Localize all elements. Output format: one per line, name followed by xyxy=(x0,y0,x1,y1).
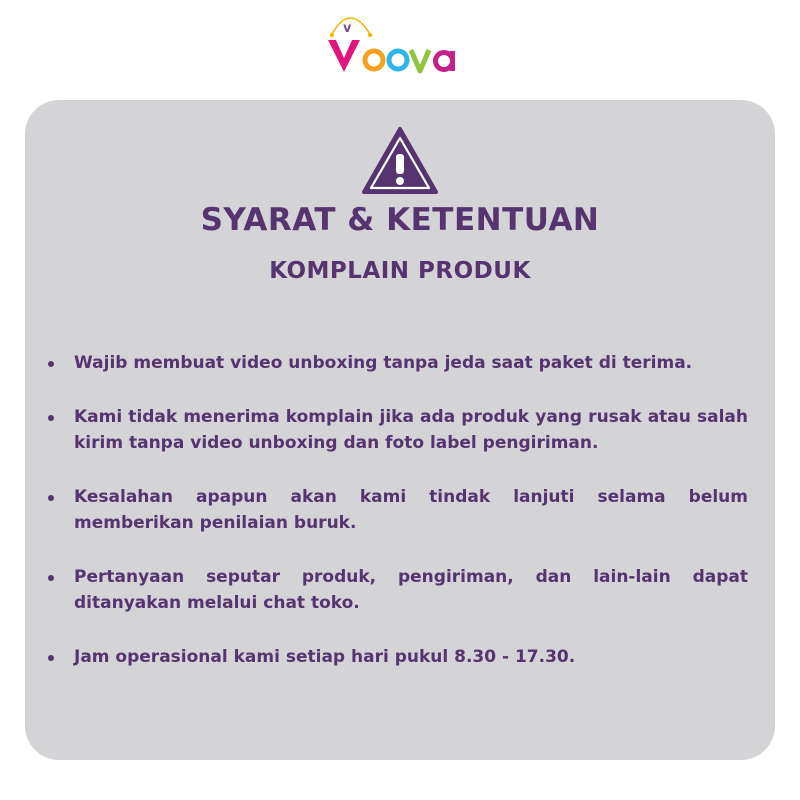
rules-list xyxy=(74,350,748,698)
rule-text: Kesalahan apapun akan kami tindak lanjuti selama belum memberikan penilaian buruk. xyxy=(74,487,748,533)
rule-item xyxy=(74,350,748,376)
bullet-icon xyxy=(48,575,54,581)
page-subtitle: KOMPLAIN PRODUK xyxy=(269,258,531,284)
bullet-icon xyxy=(48,655,54,661)
rule-text: Wajib membuat video unboxing tanpa jeda saat paket di terima. xyxy=(74,353,693,373)
voova-logo xyxy=(310,4,470,80)
rule-text: Jam operasional kami setiap hari pukul 8.30 - 17.30. xyxy=(74,647,576,667)
rule-text: Kami tidak menerima komplain jika ada produk yang rusak atau salah kirim tanpa video unboxing dan foto label pengiriman. xyxy=(74,407,748,453)
rule-item xyxy=(74,484,748,536)
page-title: SYARAT & KETENTUAN xyxy=(200,202,600,238)
bullet-icon xyxy=(48,495,54,501)
bullet-icon xyxy=(48,361,54,367)
bullet-icon xyxy=(48,415,54,421)
svg-text:v: v xyxy=(343,21,352,36)
terms-card xyxy=(25,100,775,760)
rule-item xyxy=(74,564,748,616)
rule-item xyxy=(74,644,748,670)
rule-item xyxy=(74,404,748,456)
rule-text: Pertanyaan seputar produk, pengiriman, dan lain-lain dapat ditanyakan melalui chat toko. xyxy=(74,567,748,613)
warning-icon xyxy=(361,126,439,196)
